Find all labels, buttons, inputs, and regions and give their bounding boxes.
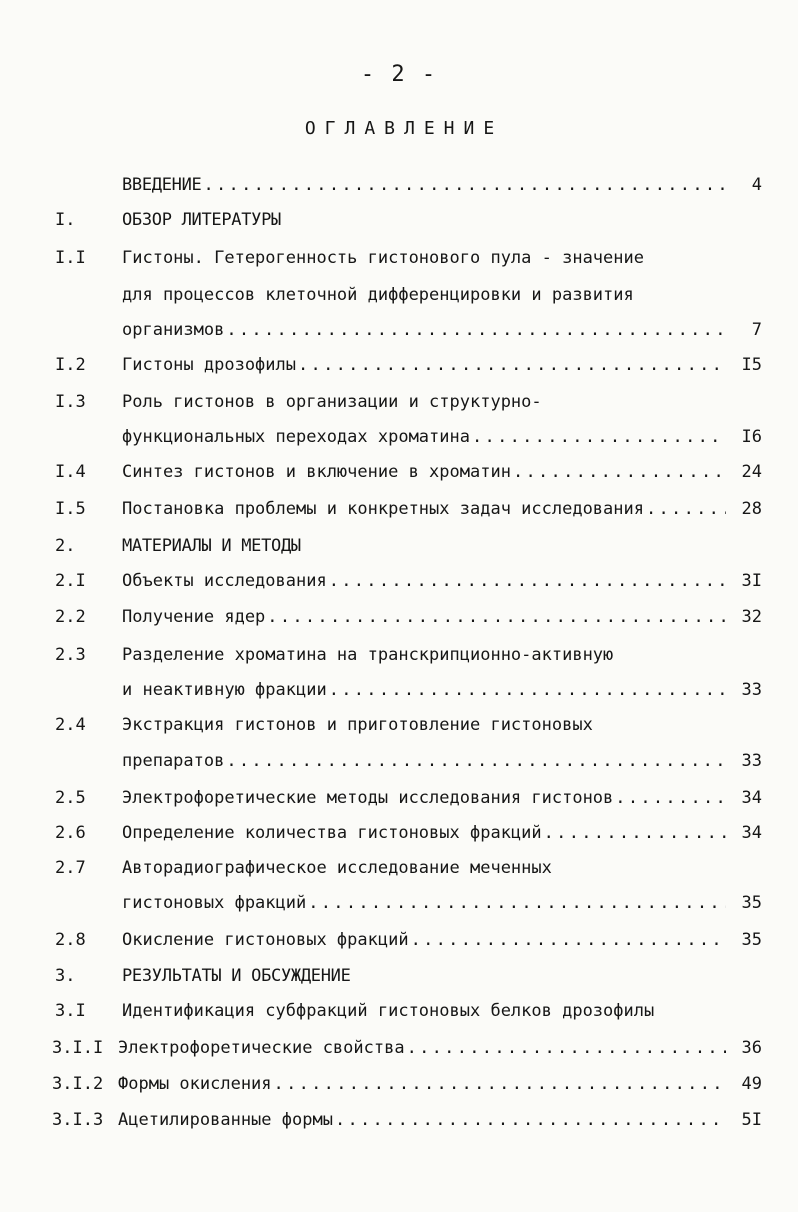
toc-page: 7	[751, 320, 762, 340]
toc-text: Синтез гистонов и включение в хроматин	[122, 462, 511, 482]
toc-leader-dots	[226, 317, 726, 343]
toc-leader-dots	[267, 604, 726, 630]
toc-number: 2.I	[55, 571, 86, 591]
toc-text: Постановка проблемы и конкретных задач исследования	[122, 499, 644, 519]
toc-entry-2-7-end	[0, 890, 798, 916]
toc-leader-dots	[298, 352, 726, 378]
toc-entry-2-4	[0, 712, 798, 738]
toc-page: 35	[741, 930, 762, 950]
toc-entry-2-2	[0, 604, 798, 630]
toc-section-3	[0, 963, 798, 989]
toc-number: I.4	[55, 462, 86, 482]
toc-page: 49	[741, 1074, 762, 1094]
toc-text-line: Гистоны. Гетерогенность гистонового пула - значение	[122, 248, 644, 268]
toc-text: ВВЕДЕНИЕ	[122, 175, 202, 195]
toc-number: I.2	[55, 355, 86, 375]
toc-number: 2.8	[55, 930, 86, 950]
toc-leader-dots	[615, 785, 726, 811]
toc-number: 2.5	[55, 788, 86, 808]
toc-entry-2-5	[0, 785, 798, 811]
toc-page: 24	[741, 462, 762, 482]
toc-entry-1-1	[0, 245, 798, 271]
toc-number: 2.7	[55, 858, 86, 878]
page-number: - 2 -	[360, 62, 438, 87]
toc-leader-dots	[472, 424, 726, 450]
toc-page: I5	[741, 355, 762, 375]
toc-text-line: Экстракция гистонов и приготовление гистоновых	[122, 715, 593, 735]
toc-entry-2-7	[0, 855, 798, 881]
toc-text-line: Авторадиографическое исследование меченных	[122, 858, 552, 878]
toc-number: 3.I.I	[52, 1038, 104, 1058]
toc-number: 2.2	[55, 607, 86, 627]
toc-number: 3.	[55, 966, 76, 986]
toc-leader-dots	[544, 820, 726, 846]
toc-section-2	[0, 533, 798, 559]
toc-page: 3I	[741, 571, 762, 591]
toc-text: МАТЕРИАЛЫ И МЕТОДЫ	[122, 536, 301, 556]
toc-leader-dots	[274, 1071, 726, 1097]
toc-entry-2-1	[0, 568, 798, 594]
toc-entry-2-3	[0, 642, 798, 668]
toc-entry-3-1-2	[0, 1071, 798, 1097]
toc-number: 2.4	[55, 715, 86, 735]
toc-text: РЕЗУЛЬТАТЫ И ОБСУЖДЕНИЕ	[122, 966, 351, 986]
toc-number: 2.	[55, 536, 76, 556]
toc-number: 3.I.3	[52, 1110, 104, 1130]
toc-number: 3.I	[55, 1001, 86, 1021]
toc-entry-1-1-cont	[0, 282, 798, 308]
toc-section-1	[0, 207, 798, 233]
toc-page: 32	[741, 607, 762, 627]
toc-text-line: гистоновых фракций	[122, 893, 307, 913]
page-title: ОГЛАВЛЕНИЕ	[304, 118, 504, 139]
toc-text: Определение количества гистоновых фракций	[122, 823, 542, 843]
toc-number: I.I	[55, 248, 86, 268]
toc-leader-dots	[226, 748, 726, 774]
toc-page: I6	[741, 427, 762, 447]
toc-entry-2-6	[0, 820, 798, 846]
toc-number: I.5	[55, 499, 86, 519]
toc-entry-3-1	[0, 998, 798, 1024]
toc-entry-3-1-3	[0, 1107, 798, 1133]
toc-entry-2-8	[0, 927, 798, 953]
toc-entry-1-5	[0, 496, 798, 522]
toc-entry-2-4-end	[0, 748, 798, 774]
toc-leader-dots	[646, 496, 726, 522]
toc-page: 34	[741, 823, 762, 843]
toc-text: Получение ядер	[122, 607, 266, 627]
toc-page: 33	[741, 751, 762, 771]
toc-page: 34	[741, 788, 762, 808]
toc-leader-dots	[308, 890, 726, 916]
toc-page: 4	[751, 175, 762, 195]
toc-text: Электрофоретические методы исследования гистонов	[122, 788, 614, 808]
toc-entry-1-4	[0, 459, 798, 485]
toc-leader-dots	[329, 568, 726, 594]
toc-entry-2-3-end	[0, 677, 798, 703]
toc-text-line: Разделение хроматина на транскрипционно-активную	[122, 645, 614, 665]
toc-number: 3.I.2	[52, 1074, 104, 1094]
toc-entry-1-2	[0, 352, 798, 378]
toc-text: Окисление гистоновых фракций	[122, 930, 409, 950]
toc-text: Формы окисления	[118, 1074, 272, 1094]
toc-page: 5I	[741, 1110, 762, 1130]
toc-entry-1-3	[0, 389, 798, 415]
toc-page: 28	[741, 499, 762, 519]
toc-text-line: организмов	[122, 320, 225, 340]
toc-leader-dots	[203, 172, 726, 198]
toc-text: Гистоны дрозофилы	[122, 355, 296, 375]
toc-entry-1-1-end	[0, 317, 798, 343]
toc-text: Ацетилированные формы	[118, 1110, 333, 1130]
toc-text: Электрофоретические свойства	[118, 1038, 405, 1058]
toc-number: 2.3	[55, 645, 86, 665]
toc-text: Объекты исследования	[122, 571, 327, 591]
toc-entry-1-3-end	[0, 424, 798, 450]
toc-text-line: Роль гистонов в организации и структурно-	[122, 392, 542, 412]
toc-number: I.	[55, 210, 76, 230]
toc-text-line: препаратов	[122, 751, 225, 771]
toc-number: I.3	[55, 392, 86, 412]
toc-leader-dots	[513, 459, 726, 485]
toc-text: ОБЗОР ЛИТЕРАТУРЫ	[122, 210, 281, 230]
toc-leader-dots	[411, 927, 726, 953]
toc-page: 33	[741, 680, 762, 700]
toc-entry-introduction	[0, 172, 798, 198]
toc-text-line: функциональных переходах хроматина	[122, 427, 470, 447]
toc-page: 36	[741, 1038, 762, 1058]
toc-number: 2.6	[55, 823, 86, 843]
toc-leader-dots	[407, 1035, 726, 1061]
toc-leader-dots	[335, 1107, 726, 1133]
toc-page: 35	[741, 893, 762, 913]
toc-text-line: и неактивную фракции	[122, 680, 327, 700]
toc-text-line: для процессов клеточной дифференцировки и развития	[122, 285, 634, 305]
toc-text: Идентификация субфракций гистоновых белков дрозофилы	[122, 1001, 655, 1021]
toc-entry-3-1-1	[0, 1035, 798, 1061]
toc-leader-dots	[329, 677, 726, 703]
